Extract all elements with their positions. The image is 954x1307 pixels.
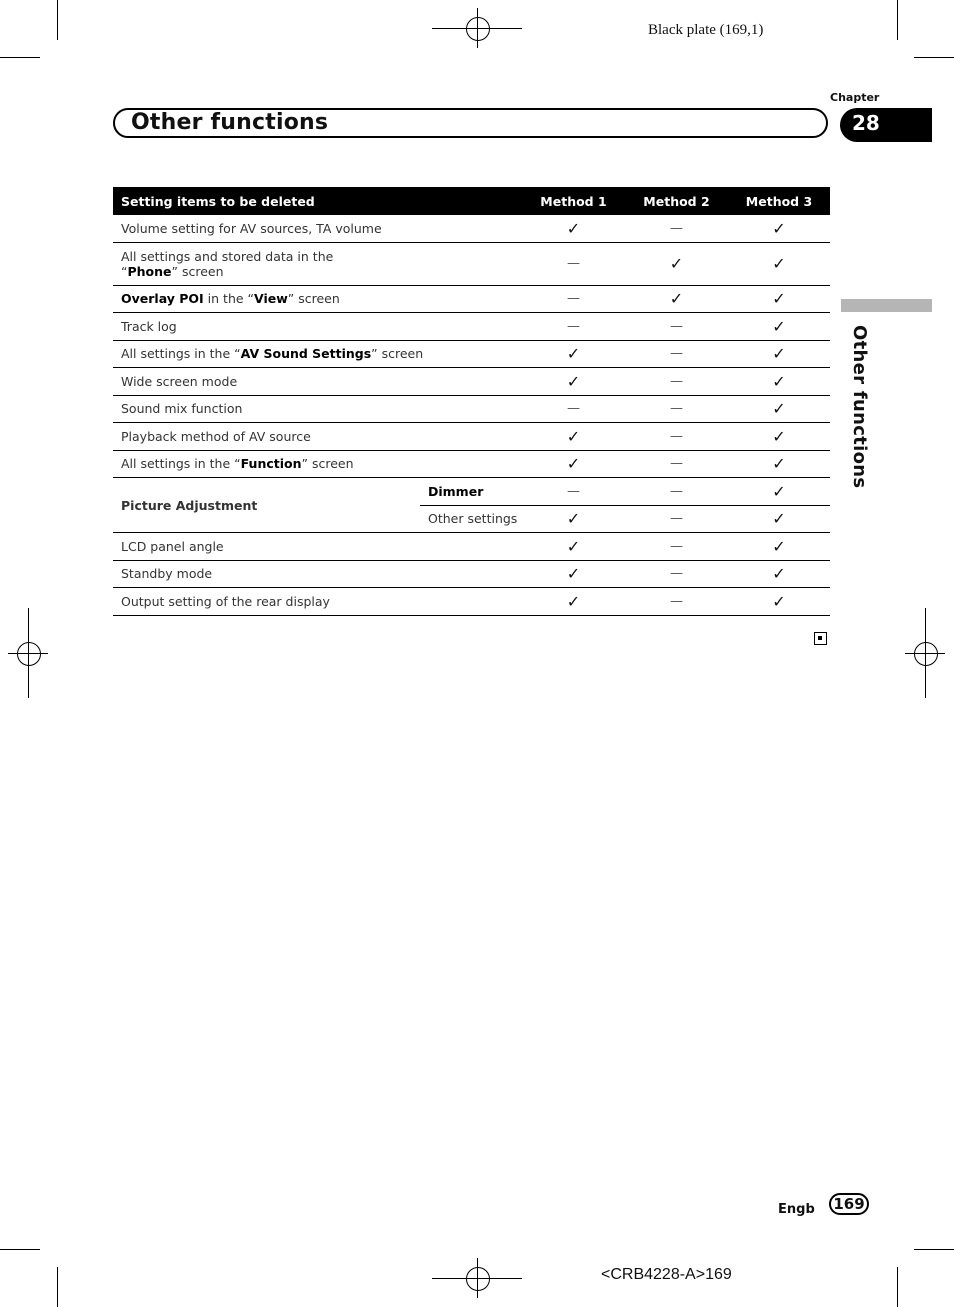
setting-item: All settings in the “Function” screen: [113, 450, 522, 478]
method-2-cell: —: [625, 423, 728, 451]
crop-mark: [0, 57, 40, 58]
method-3-cell: ✓: [728, 450, 830, 478]
method-2-cell: ✓: [625, 242, 728, 285]
setting-item: Output setting of the rear display: [113, 588, 522, 616]
method-2-cell: —: [625, 505, 728, 533]
crop-mark: [0, 1249, 40, 1250]
table-row: [113, 450, 830, 478]
method-3-cell: ✓: [728, 423, 830, 451]
chapter-label: Chapter: [830, 91, 880, 104]
setting-item: Standby mode: [113, 560, 522, 588]
document-code: <CRB4228-A>169: [601, 1266, 732, 1283]
table-row: [113, 313, 830, 341]
column-header: Method 3: [728, 187, 830, 215]
table-row: [113, 285, 830, 313]
method-1-cell: —: [522, 478, 625, 506]
method-1-cell: ✓: [522, 533, 625, 561]
registration-circle: [17, 642, 41, 666]
method-1-cell: ✓: [522, 340, 625, 368]
method-1-cell: ✓: [522, 368, 625, 396]
table-row: [113, 242, 830, 285]
method-2-cell: —: [625, 533, 728, 561]
plate-label: Black plate (169,1): [648, 22, 764, 38]
section-end-icon: [814, 632, 827, 645]
method-2-cell: —: [625, 313, 728, 341]
setting-item: Volume setting for AV sources, TA volume: [113, 215, 522, 242]
method-1-cell: ✓: [522, 423, 625, 451]
settings-table: [113, 187, 830, 616]
method-1-cell: —: [522, 285, 625, 313]
table-header-row: [113, 187, 830, 215]
method-3-cell: ✓: [728, 478, 830, 506]
method-2-cell: —: [625, 560, 728, 588]
method-3-cell: ✓: [728, 533, 830, 561]
method-2-cell: —: [625, 450, 728, 478]
method-1-cell: ✓: [522, 560, 625, 588]
method-1-cell: ✓: [522, 450, 625, 478]
crop-mark: [57, 0, 58, 40]
method-3-cell: ✓: [728, 560, 830, 588]
side-tab-bar: [841, 299, 932, 312]
table-row: [113, 395, 830, 423]
method-2-cell: ✓: [625, 285, 728, 313]
registration-circle: [914, 642, 938, 666]
table-row: [113, 423, 830, 451]
method-1-cell: —: [522, 395, 625, 423]
side-tab-label: Other functions: [849, 325, 870, 489]
setting-subitem: Other settings: [420, 505, 522, 533]
method-1-cell: ✓: [522, 505, 625, 533]
crop-mark: [57, 1267, 58, 1307]
setting-item: Wide screen mode: [113, 368, 522, 396]
setting-item: Playback method of AV source: [113, 423, 522, 451]
table-row: [113, 560, 830, 588]
setting-item: All settings in the “AV Sound Settings” screen: [113, 340, 522, 368]
registration-circle: [466, 17, 490, 41]
setting-group: Picture Adjustment: [113, 478, 420, 533]
method-2-cell: —: [625, 395, 728, 423]
setting-item: Overlay POI in the “View” screen: [113, 285, 522, 313]
method-1-cell: —: [522, 313, 625, 341]
method-3-cell: ✓: [728, 313, 830, 341]
table-row: [113, 340, 830, 368]
language-label: Engb: [778, 1202, 815, 1217]
setting-item: LCD panel angle: [113, 533, 522, 561]
page-title: Other functions: [131, 110, 329, 135]
method-3-cell: ✓: [728, 395, 830, 423]
crop-mark: [897, 1267, 898, 1307]
crop-mark: [914, 1249, 954, 1250]
method-3-cell: ✓: [728, 242, 830, 285]
crop-mark: [914, 57, 954, 58]
page-number: 169: [829, 1193, 869, 1215]
table-row: [113, 368, 830, 396]
method-3-cell: ✓: [728, 340, 830, 368]
setting-subitem: Dimmer: [420, 478, 522, 506]
chapter-number: 28: [840, 108, 932, 142]
column-header: Method 2: [625, 187, 728, 215]
method-3-cell: ✓: [728, 215, 830, 242]
method-3-cell: ✓: [728, 588, 830, 616]
registration-circle: [466, 1267, 490, 1291]
method-2-cell: —: [625, 478, 728, 506]
method-2-cell: —: [625, 368, 728, 396]
table-row: [113, 533, 830, 561]
method-2-cell: —: [625, 588, 728, 616]
setting-item: All settings and stored data in the “Phone” screen: [113, 242, 522, 285]
table-row: [113, 215, 830, 242]
method-2-cell: —: [625, 340, 728, 368]
method-2-cell: —: [625, 215, 728, 242]
setting-item: Sound mix function: [113, 395, 522, 423]
setting-item: Track log: [113, 313, 522, 341]
table-row: [113, 478, 830, 506]
column-header: Setting items to be deleted: [113, 187, 522, 215]
method-1-cell: ✓: [522, 588, 625, 616]
table-row: [113, 588, 830, 616]
column-header: Method 1: [522, 187, 625, 215]
crop-mark: [897, 0, 898, 40]
method-3-cell: ✓: [728, 285, 830, 313]
method-1-cell: —: [522, 242, 625, 285]
method-1-cell: ✓: [522, 215, 625, 242]
method-3-cell: ✓: [728, 505, 830, 533]
method-3-cell: ✓: [728, 368, 830, 396]
